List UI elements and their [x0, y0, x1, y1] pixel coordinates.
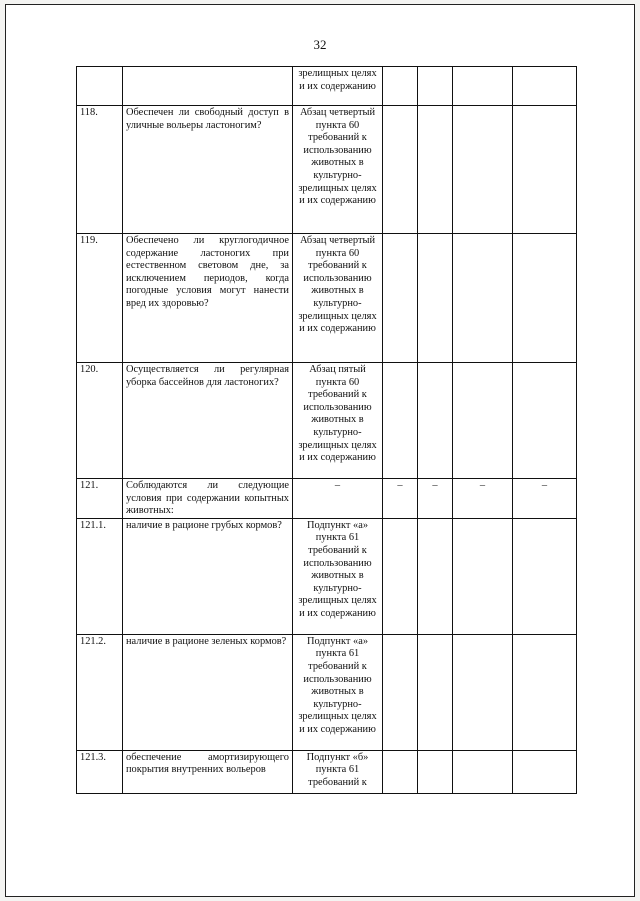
row-legal-basis: Абзац пятый пункта 60 требований к использованию животных в культурно-зрелищных целях и их содержанию [293, 363, 383, 479]
table-row [77, 518, 577, 634]
answer-no-cell [418, 750, 453, 793]
row-number: 121.1. [77, 518, 123, 634]
answer-no-cell [418, 67, 453, 106]
answer-yes-cell [383, 234, 418, 363]
note-cell [513, 67, 577, 106]
note-cell [513, 234, 577, 363]
row-question [123, 67, 293, 106]
row-legal-basis: Подпункт «а» пункта 61 требований к использованию животных в культурно-зрелищных целях и их содержанию [293, 518, 383, 634]
answer-not-applicable-cell: – [453, 479, 513, 519]
row-question: Осуществляется ли регулярная уборка бассейнов для ластоногих? [123, 363, 293, 479]
answer-no-cell [418, 363, 453, 479]
row-legal-basis: – [293, 479, 383, 519]
note-cell [513, 106, 577, 234]
table-row [77, 479, 577, 519]
row-question: Соблюдаются ли следующие условия при содержании копытных животных: [123, 479, 293, 519]
row-number: 121. [77, 479, 123, 519]
answer-yes-cell [383, 67, 418, 106]
note-cell: – [513, 479, 577, 519]
row-number: 121.2. [77, 634, 123, 750]
answer-not-applicable-cell [453, 634, 513, 750]
answer-no-cell [418, 234, 453, 363]
note-cell [513, 518, 577, 634]
row-question: наличие в рационе зеленых кормов? [123, 634, 293, 750]
table-row [77, 67, 577, 106]
row-legal-basis: зрелищных целях и их содержанию [293, 67, 383, 106]
answer-no-cell [418, 634, 453, 750]
answer-yes-cell [383, 634, 418, 750]
row-number: 119. [77, 234, 123, 363]
table-row [77, 750, 577, 793]
note-cell [513, 363, 577, 479]
row-question: обеспечение амортизирующего покрытия внутренних вольеров [123, 750, 293, 793]
table-row [77, 234, 577, 363]
row-question: наличие в рационе грубых кормов? [123, 518, 293, 634]
row-number: 121.3. [77, 750, 123, 793]
table-row [77, 363, 577, 479]
note-cell [513, 634, 577, 750]
row-question: Обеспечено ли круглогодичное содержание ластоногих при естественном световом дне, за исключением периодов, когда погодные условия могут нанести вред их здоровью? [123, 234, 293, 363]
answer-no-cell [418, 106, 453, 234]
row-number: 118. [77, 106, 123, 234]
answer-yes-cell [383, 750, 418, 793]
answer-not-applicable-cell [453, 106, 513, 234]
checklist-table [76, 66, 577, 794]
row-legal-basis: Абзац четвертый пункта 60 требований к использованию животных в культурно-зрелищных целях и их содержанию [293, 234, 383, 363]
row-legal-basis: Абзац четвертый пункта 60 требований к использованию животных в культурно-зрелищных целях и их содержанию [293, 106, 383, 234]
answer-yes-cell [383, 518, 418, 634]
row-legal-basis: Подпункт «б» пункта 61 требований к [293, 750, 383, 793]
row-question: Обеспечен ли свободный доступ в уличные вольеры ластоногим? [123, 106, 293, 234]
answer-not-applicable-cell [453, 363, 513, 479]
row-number [77, 67, 123, 106]
table-row [77, 106, 577, 234]
answer-yes-cell: – [383, 479, 418, 519]
answer-not-applicable-cell [453, 518, 513, 634]
answer-not-applicable-cell [453, 750, 513, 793]
row-number: 120. [77, 363, 123, 479]
table-row [77, 634, 577, 750]
row-legal-basis: Подпункт «а» пункта 61 требований к использованию животных в культурно-зрелищных целях и их содержанию [293, 634, 383, 750]
answer-not-applicable-cell [453, 67, 513, 106]
answer-no-cell [418, 518, 453, 634]
answer-no-cell: – [418, 479, 453, 519]
note-cell [513, 750, 577, 793]
answer-not-applicable-cell [453, 234, 513, 363]
page-number: 32 [313, 37, 327, 52]
answer-yes-cell [383, 106, 418, 234]
answer-yes-cell [383, 363, 418, 479]
